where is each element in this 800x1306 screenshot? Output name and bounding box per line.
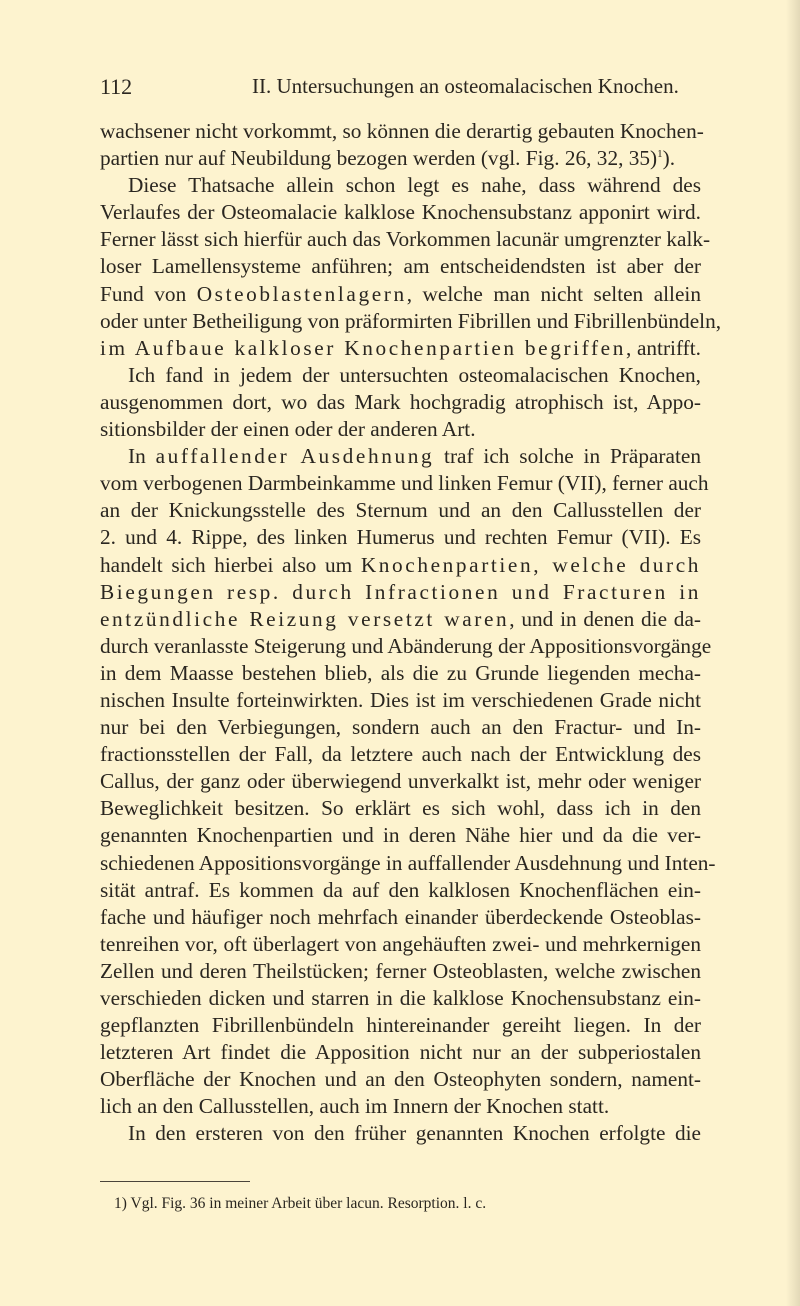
body-text	[100, 118, 722, 1148]
text-segment: genannten Knochenpartien und in deren Nähe hier und da die ver-	[100, 823, 701, 848]
text-line	[100, 281, 701, 308]
text-line	[100, 768, 701, 795]
text-segment: partien nur auf Neubildung bezogen werden (vgl. Fig. 26, 32, 35)	[100, 146, 658, 171]
text-segment: durch veranlasste Steigerung und Abänderung der Appositionsvorgänge	[100, 633, 712, 658]
text-segment: Ferner lässt sich hierfür auch das Vorkommen lacunär umgrenzter kalk-	[100, 227, 711, 252]
text-line	[100, 958, 701, 985]
text-segment: loser Lamellensysteme anführen; am entscheidendsten ist aber der	[100, 254, 701, 279]
text-segment: gepflanzten Fibrillenbündeln hintereinander gereiht liegen. In der	[100, 1013, 701, 1038]
footnote-divider	[100, 1181, 250, 1182]
running-header	[100, 74, 700, 102]
text-segment: Diese Thatsache allein schon legt es nahe, dass während des	[128, 173, 701, 198]
text-line	[100, 362, 701, 389]
text-line	[100, 497, 701, 524]
text-segment: ausgenommen dort, wo das Mark hochgradig atrophisch ist, Appo-	[100, 389, 701, 414]
text-segment: oder unter Betheiligung von präformirten Fibrillen und Fibrillenbündeln,	[100, 308, 722, 333]
text-segment: , welche man nicht selten allein	[406, 281, 701, 306]
text-segment: , antrifft.	[625, 335, 702, 360]
text-line	[100, 714, 701, 741]
text-line	[100, 795, 701, 822]
text-line	[100, 145, 701, 172]
text-line	[100, 199, 701, 226]
text-segment: verschieden dicken und starren in die kalklose Knochensubstanz ein-	[100, 986, 701, 1010]
spaced-emphasis: Biegungen resp. durch Infractionen und Fracturen in	[100, 579, 701, 604]
text-segment: Ich fand in jedem der untersuchten osteomalacischen Knochen,	[128, 362, 701, 387]
text-line	[100, 552, 701, 579]
text-line	[100, 579, 701, 606]
text-segment: 2. und 4. Rippe, des linken Humerus und rechten Femur (VII). Es	[100, 525, 701, 550]
text-segment: handelt sich hierbei also um	[100, 552, 361, 577]
text-segment: In	[128, 444, 156, 469]
text-segment: wachsener nicht vorkommt, so können die derartig gebauten Knochen-	[100, 119, 704, 143]
text-segment: an der Knickungsstelle des Sternum und an den Callusstellen der	[100, 498, 701, 523]
text-line	[100, 416, 701, 443]
text-segment: , und in denen die da-	[509, 606, 701, 631]
text-line	[100, 524, 701, 551]
text-line	[100, 741, 701, 768]
page-edge-shadow	[786, 0, 800, 1306]
text-segment: vom verbogenen Darmbeinkamme und linken Femur (VII), ferner auch	[100, 471, 709, 496]
text-line	[100, 985, 701, 1012]
page-number: 112	[100, 74, 133, 99]
text-segment: Fund von	[100, 281, 197, 306]
text-line	[100, 389, 701, 416]
text-segment: Oberfläche der Knochen und an den Osteophyten sondern, nament-	[100, 1067, 701, 1092]
text-line	[100, 470, 709, 497]
running-title: II. Untersuchungen an osteomalacischen Knochen.	[252, 74, 679, 98]
text-segment: fache und häufiger noch mehrfach einander überdeckende Osteoblas-	[100, 904, 701, 929]
text-line	[100, 172, 701, 199]
text-line	[100, 118, 704, 145]
text-segment: In den ersteren von den früher genannten Knochen erfolgte die	[128, 1121, 701, 1146]
text-segment: Zellen und deren Theilstücken; ferner Osteoblasten, welche zwischen	[100, 958, 701, 983]
text-line	[100, 443, 701, 470]
text-line	[100, 1066, 701, 1093]
spaced-emphasis: auffallender Ausdehnung	[155, 444, 435, 469]
footnote: 1) Vgl. Fig. 36 in meiner Arbeit über lacun. Resorption. l. c.	[114, 1195, 487, 1212]
spaced-emphasis: im Aufbaue kalkloser Knochenpartien begriffen	[100, 335, 626, 360]
text-line	[100, 633, 712, 660]
text-line	[100, 877, 701, 904]
text-line	[100, 226, 711, 253]
text-line	[100, 308, 722, 335]
text-segment: nur bei den Verbiegungen, sondern auch an den Fractur- und In-	[100, 715, 701, 740]
text-segment: tenreihen vor, oft überlagert von angehäuften zwei- und mehrkernigen	[100, 931, 701, 956]
spaced-emphasis: entzündliche Reizung versetzt waren	[100, 606, 510, 631]
text-line	[100, 931, 701, 958]
text-segment: Beweglichkeit besitzen. So erklärt es sich wohl, dass ich in den	[100, 796, 701, 821]
text-line	[100, 660, 701, 687]
text-segment: in dem Maasse bestehen blieb, als die zu Grunde liegenden mecha-	[100, 660, 701, 685]
spaced-emphasis: Osteoblastenlagern	[196, 281, 407, 306]
text-line	[100, 1039, 701, 1066]
text-segment: fractionsstellen der Fall, da letztere auch nach der Entwicklung des	[100, 742, 701, 767]
text-segment: nischen Insulte forteinwirkten. Dies ist im verschiedenen Grade nicht	[100, 687, 701, 712]
text-line	[100, 606, 701, 633]
text-line	[100, 687, 701, 714]
text-line	[100, 904, 701, 931]
text-segment: Verlaufes der Osteomalacie kalklose Knochensubstanz apponirt wird.	[100, 200, 701, 225]
text-line	[100, 850, 716, 877]
text-segment: ).	[662, 146, 676, 171]
text-segment: Callus, der ganz oder überwiegend unverkalkt ist, mehr oder weniger	[100, 769, 701, 794]
text-line	[100, 1012, 701, 1039]
text-segment: letzteren Art findet die Apposition nicht nur an der subperiostalen	[100, 1040, 701, 1065]
text-segment: sität antraf. Es kommen da auf den kalklosen Knochenflächen ein-	[100, 877, 701, 902]
text-segment: sitionsbilder der einen oder der anderen Art.	[100, 417, 476, 442]
text-line	[100, 1093, 701, 1120]
text-line	[100, 253, 701, 280]
text-segment: lich an den Callusstellen, auch im Innern der Knochen statt.	[100, 1094, 610, 1119]
spaced-emphasis: Knochenpartien, welche durch	[360, 552, 702, 577]
text-line	[100, 1120, 701, 1147]
footnote-ref: 1	[657, 148, 663, 160]
text-line	[100, 822, 701, 849]
text-segment: traf ich solche in Präparaten	[434, 444, 701, 469]
text-line	[100, 335, 701, 362]
text-segment: schiedenen Appositionsvorgänge in auffallender Ausdehnung und Inten-	[100, 850, 716, 875]
